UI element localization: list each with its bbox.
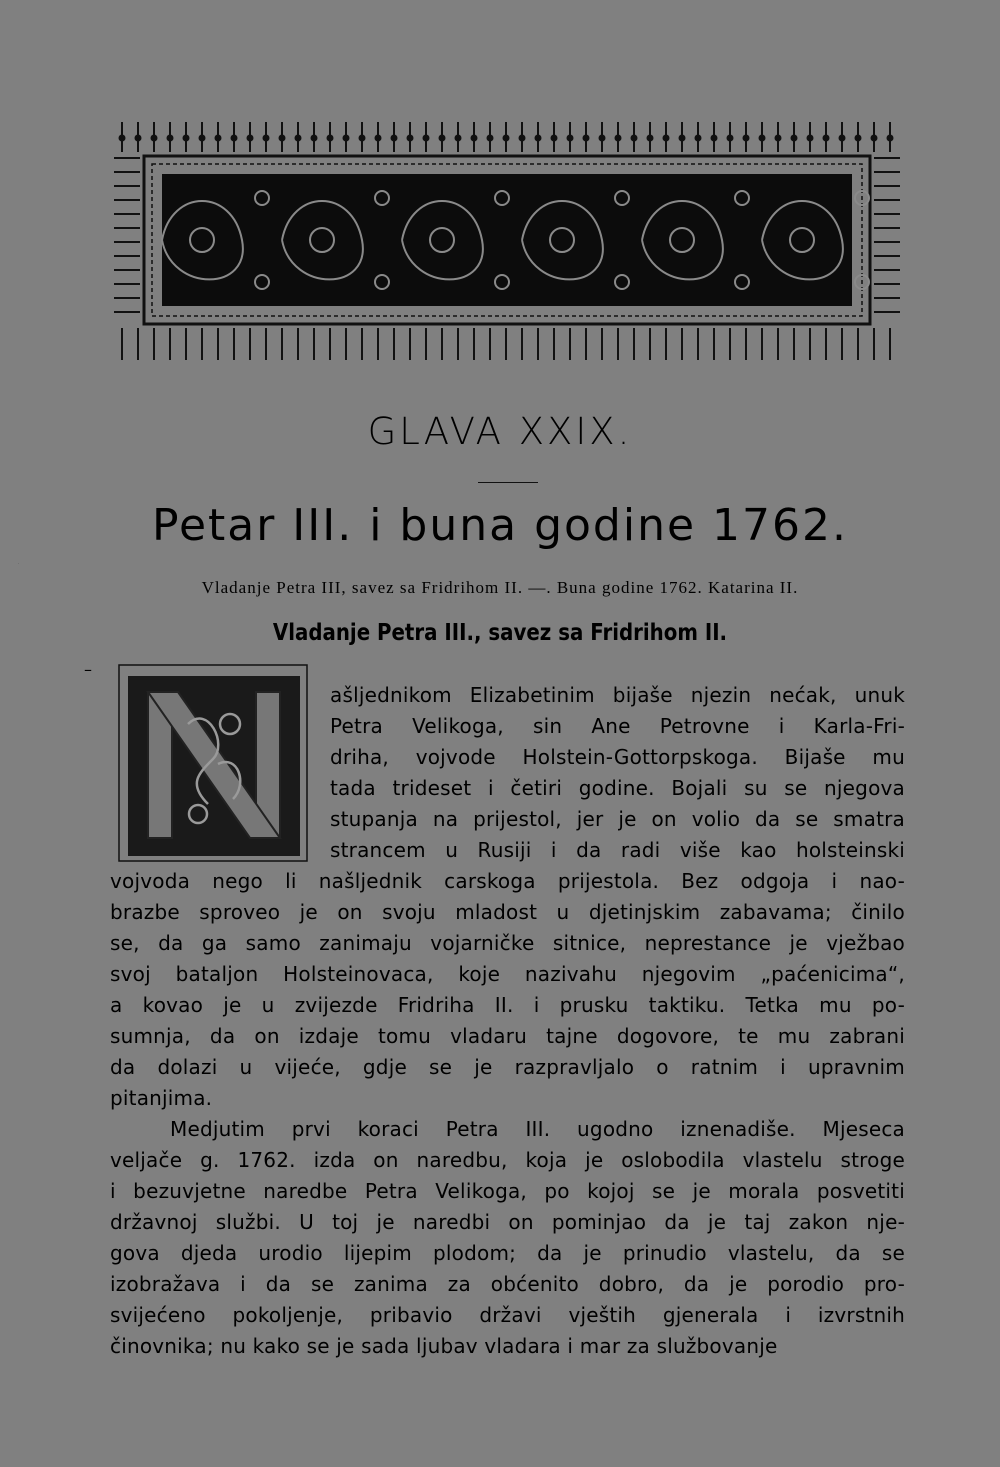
text-line: ašljednikom Elizabetinim bijaše njezin nećak, unuk: [330, 683, 905, 707]
text-line: i bezuvjetne naredbe Petra Velikoga, po kojoj se je morala posvetiti: [110, 1179, 905, 1203]
drop-cap-letter: N: [18, 564, 19, 565]
title-divider: [478, 482, 538, 483]
text-line: veljače g. 1762. izda on naredbu, koja je oslobodila vlastelu stroge: [110, 1148, 905, 1172]
headpiece-ornament: [112, 118, 902, 368]
text-line: državnoj službi. U toj je naredbi on pominjao da je taj zakon nje-: [110, 1210, 905, 1234]
text-line: svijećeno pokoljenje, pribavio državi vještih gjenerala i izvrstnih: [110, 1303, 905, 1327]
text-line: Petra Velikoga, sin Ane Petrovne i Karla-Fri-: [330, 714, 905, 738]
text-line: sumnja, da on izdaje tomu vladaru tajne dogovore, te mu zabrani: [110, 1024, 905, 1048]
chapter-heading: GLAVA XXIX.: [367, 410, 633, 453]
text-line: Medjutim prvi koraci Petra III. ugodno iznenadiše. Mjeseca: [170, 1117, 905, 1141]
margin-mark: –: [84, 660, 92, 679]
text-line: strancem u Rusiji i da radi više kao holsteinski: [330, 838, 905, 862]
text-line: izobražava i da se zanima za obćenito dobro, da je porodio pro-: [110, 1272, 905, 1296]
drop-cap-initial: [18, 564, 308, 862]
text-line: svoj bataljon Holsteinovaca, koje nazivahu njegovim „paćenicima“,: [110, 962, 905, 986]
text-line: vojvoda nego li našljednik carskoga prijestola. Bez odgoja i nao-: [110, 869, 905, 893]
text-line: a kovao je u zvijezde Fridriha II. i prusku taktiku. Tetka mu po-: [110, 993, 905, 1017]
text-line: stupanja na prijestol, jer je on volio da se smatra: [330, 807, 905, 831]
chapter-title: Petar III. i buna godine 1762.: [151, 500, 848, 551]
text-line: se, da ga samo zanimaju vojarničke sitnice, neprestance je vježbao: [110, 931, 905, 955]
text-line: brazbe sproveo je on svoju mladost u djetinjskim zabavama; činilo: [110, 900, 905, 924]
text-line: tada trideset i četiri godine. Bojali su se njegova: [330, 776, 905, 800]
text-line: činovnika; nu kako se je sada ljubav vladara i mar za službovanje: [110, 1334, 778, 1358]
text-line: gova djeda urodio lijepim plodom; da je prinudio vlastelu, da se: [110, 1241, 905, 1265]
text-line: pitanjima.: [110, 1086, 213, 1110]
text-line: driha, vojvode Holstein-Gottorpskoga. Bijaše mu: [330, 745, 905, 769]
text-line: da dolazi u vijeće, gdje se je razpravljalo o ratnim i upravnim: [110, 1055, 905, 1079]
chapter-summary: Vladanje Petra III, savez sa Fridrihom II. —. Buna godine 1762. Katarina II.: [201, 578, 799, 597]
section-heading: Vladanje Petra III., savez sa Fridrihom II.: [272, 620, 728, 646]
